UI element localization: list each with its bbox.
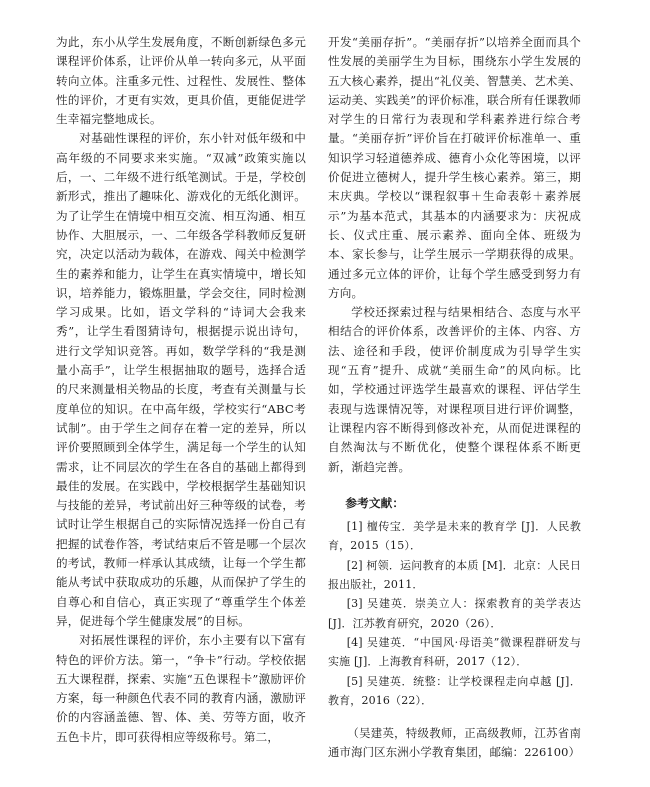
reference-item: [1] 檀传宝．美学是未来的教育学 [J]．人民教育，2015（15）． (328, 520, 581, 553)
right-column (328, 33, 581, 763)
references-title: 参考文献： (345, 495, 405, 510)
reference-item: [5] 吴建英．统整：让学校课程走向卓越 [J]．教育，2016（22）． (328, 674, 581, 707)
reference-item: [3] 吴建英．崇美立人：探索教育的美学表达 [J]．江苏教育研究，2020（26）． (328, 597, 581, 630)
left-column (56, 33, 306, 747)
reference-item: [4] 吴建英．“中国风·母语美”微课程群研发与实施 [J]．上海教育科研，2017（12）． (328, 635, 581, 669)
paragraph: 为此，东小从学生发展角度，不断创新绿色多元课程评价体系，让评价从单一转向多元，从平面转向立体。注重多元性、过程性、发展性、整体性的评价，才更有实效，更具价值，更能促进学生幸福完整地成长。 (56, 35, 306, 127)
paragraph: 对拓展性课程的评价，东小主要有以下富有特色的评价方法。第一，“争卡”行动。学校依据五大课程群，探索、实施“五色课程卡”激励评价方案，每一种颜色代表不同的教育内涵，激励评价的内容涵盖德、智、体、美、劳等方面，收齐五色卡片，即可获得相应等级称号。第二， (56, 633, 306, 744)
author-note: （吴建英，特级教师，正高级教师，江苏省南通市海门区东洲小学教育集团，邮编：226100） (328, 726, 581, 760)
references-list (328, 517, 581, 710)
reference-item: [2] 柯领．运问教育的本质 [M]．北京：人民日报出版社，2011． (328, 558, 581, 592)
paragraph: 开发“美丽存折”。“美丽存折”以培养全面而具个性发展的美丽学生为目标，围绕东小学生发展的五大核心素养，提出“礼仪美、智慧美、艺术美、运动美、实践美”的评价标准，联合所有任课教师对学生的日常行为表现和学科素养进行综合考量。“美丽存折”评价旨在打破评价标准单一、重知识学习轻道德养成、德育小众化等困境，以评价促进立德树人，提升学生核心素养。第三，期末庆典。学校以“课程叙事＋生命表彰＋素养展示”为基本范式，其基本的内涵要求为：庆祝成长、仪式庄重、展示素养、面向全体、班级为本、家长参与，让学生展示一学期获得的成果。通过多元立体的评价，让每个学生感受到努力有方向。 (328, 35, 581, 300)
paragraph: 对基础性课程的评价，东小针对低年级和中高年级的不同要求来实施。“双减”政策实施以后，一、二年级不进行纸笔测试。于是，学校创新形式，推出了趣味化、游戏化的无纸化测评。为了让学生在情境中相互交流、相互沟通、相互协作、大胆展示，一、二年级各学科教师反复研究，决定以活动为载体，在游戏、闯关中检测学生的素养和能力，让学生在真实情境中，增长知识，培养能力，锻炼胆量，学会交往，同时检测学习成果。比如，语文学科的“诗词大会我来秀”，让学生看图猜诗句，根据提示说出诗句，进行文学知识竞答。再如，数学学科的“我是测量小高手”，让学生根据抽取的题号，选择合适的尺来测量相关物品的长度，考查有关测量与长度单位的知识。在中高年级，学校实行“ABC考试制”。由于学生之间存在着一定的差异，所以评价要照顾到全体学生，满足每一个学生的认知需求，让不同层次的学生在各自的基础上都得到最佳的发展。在实践中，学校根据学生基础知识与技能的差异，考试前出好三种等级的试卷，考试时让学生根据自己的实际情况选择一份自己有把握的试卷作答，考试结束后不管是哪一个层次的考试，教师一样承认其成绩，让每一个学生都能从考试中获取成功的乐趣，从而保护了学生的自尊心和自信心，真正实现了“尊重学生个体差异，促进每个学生健康发展”的目标。 (56, 131, 306, 628)
paragraph: 学校还探索过程与结果相结合、态度与水平相结合的评价体系，改善评价的主体、内容、方法、途径和手段，使评价制度成为引导学生实现“五育”提升、成就“美丽生命”的风向标。比如，学校通过评选学生最喜欢的课程、评估学生表现与选课情况等，对课程项目进行评价调整，让课程内容不断得到修改补充，从而促进课程的自然淘汰与不断优化，使整个课程体系不断更新，渐趋完善。 (328, 305, 581, 474)
